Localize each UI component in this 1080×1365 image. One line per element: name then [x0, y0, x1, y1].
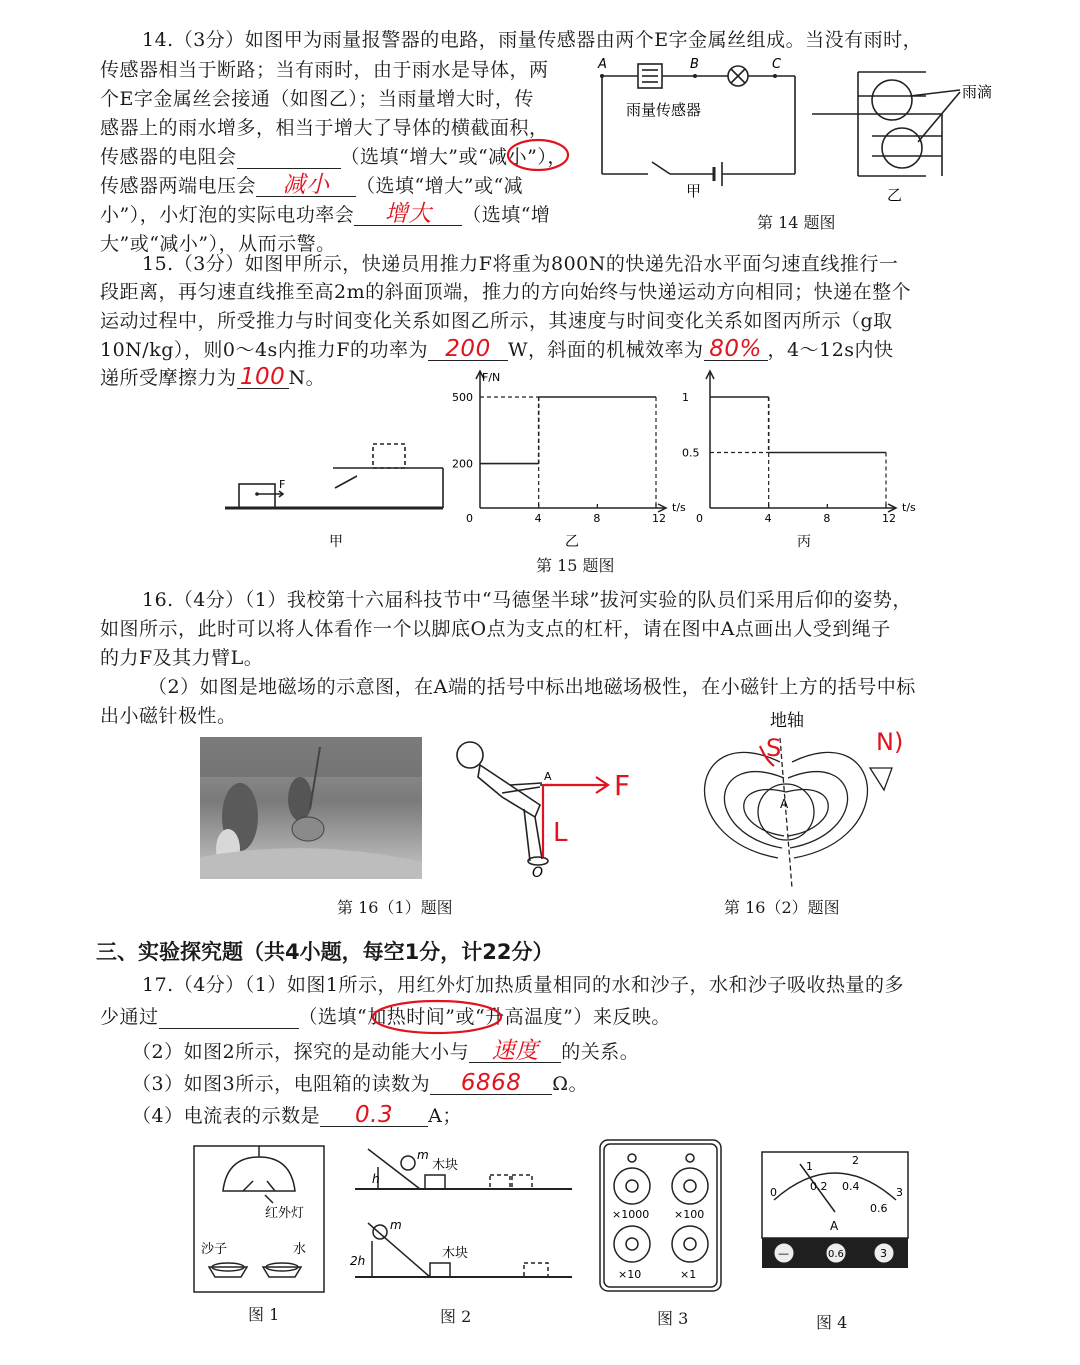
- q16-answer-lever-arm: [543, 785, 552, 857]
- q17-fig2-label: 图 2: [440, 1307, 472, 1326]
- q15-chart-bing: [670, 365, 930, 555]
- q16-label-a-end: A: [780, 797, 789, 811]
- chart-bing-xlabel: t/s: [902, 501, 916, 514]
- q17-figure-4: [760, 1150, 910, 1270]
- chart-yi-ytick-0: 200: [452, 457, 473, 471]
- chart-bing-ytick-1: 1: [682, 391, 689, 404]
- q16-axis-label: 地轴: [770, 711, 804, 731]
- q17-sand-label: 沙子: [201, 1242, 228, 1257]
- q17-answer-circled: “加热时间”: [357, 1006, 456, 1028]
- q17-terminal-3: 3: [880, 1247, 887, 1260]
- q17-answer-resistance: 6868: [430, 1072, 552, 1095]
- q14-line5: 传感器的电阻会 （选填“增大”或“减小”），: [100, 146, 567, 168]
- q17-meter-tick-1: 1: [806, 1160, 813, 1173]
- q16-line3: 的力F及其力臂L。: [100, 647, 264, 669]
- q15-force-label: F: [279, 478, 286, 491]
- chart-yi-xtick-1: 4: [534, 512, 542, 525]
- q16-answer-force-arrow: [545, 777, 608, 793]
- q16-answer-s: S: [766, 734, 782, 762]
- q17-blank1: [159, 1006, 299, 1029]
- q17-meter-sub-06: 0.6: [870, 1202, 888, 1215]
- chart-bing-xtick-0: 0: [696, 512, 703, 525]
- q17-answer-circle: [370, 998, 510, 1036]
- q17-figure-1: [193, 1145, 325, 1295]
- q16-line1: 16.（4分）（1）我校第十六届科技节中“马德堡半球”拔河实验的队员们采用后仰的姿势，: [142, 589, 912, 611]
- q16-line2: 如图所示，此时可以将人体看作一个以脚底O点为支点的杠杆，请在图中A点画出人受到绳子: [100, 618, 891, 640]
- q14-rain-label: 雨滴: [962, 83, 993, 101]
- q14-sensor-label: 雨量传感器: [626, 101, 702, 119]
- q17-lamp-label: 红外灯: [265, 1206, 305, 1221]
- q17-figure-2: [350, 1145, 580, 1290]
- q17-line2: 少通过 （选填“加热时间”或“升高温度”）来反映。: [100, 1006, 671, 1028]
- q14-line6: 传感器两端电压会 减小 （选填“增大”或“减: [100, 172, 524, 198]
- q16-line5: 出小磁针极性。: [100, 705, 237, 727]
- q15-answer-power: 200: [428, 338, 508, 361]
- q17-line1: 17.（4分）（1）如图1所示，用红外灯加热质量相同的水和沙子，水和沙子吸收热量的多: [142, 974, 904, 996]
- chart-bing-ytick-0: 0.5: [682, 446, 700, 460]
- q14-label-c: C: [772, 57, 782, 72]
- q17-dial-x1: ×1: [680, 1268, 697, 1281]
- q14-label-b: B: [690, 57, 699, 72]
- q14-label-yi: 乙: [887, 186, 903, 204]
- q17-meter-sub-02: 0.2: [810, 1180, 828, 1193]
- q17-answer-current: 0.3: [320, 1104, 428, 1127]
- q15-figure-jia: [225, 440, 445, 550]
- chart-bing-xtick-2: 8: [823, 512, 831, 525]
- q14-line2: 传感器相当于断路；当有雨时，由于雨水是导体，两: [100, 59, 549, 81]
- chart-yi-title: 乙: [565, 534, 579, 550]
- q17-fig4-label: 图 4: [816, 1313, 848, 1332]
- q17-answer-speed: 速度: [469, 1040, 561, 1063]
- q14-answer-power: 增大: [354, 203, 462, 226]
- q17-terminal-neg: —: [778, 1247, 789, 1260]
- q17-height-label-2: 2h: [350, 1254, 366, 1268]
- q15-answer-efficiency: 80%: [704, 338, 768, 361]
- q14-sensor-figure: [812, 66, 1022, 206]
- q14-label-jia: 甲: [686, 182, 702, 200]
- section-3-heading: 三、实验探究题（共4小题，每空1分，计22分）: [96, 940, 554, 964]
- q16-answer-n: N): [876, 728, 904, 756]
- q17-mass-label-2: m: [390, 1218, 402, 1232]
- q16-photo: [200, 737, 422, 879]
- q15-chart-yi: [440, 365, 700, 555]
- q14-blank1: [237, 146, 341, 169]
- q16-answer-f: F: [614, 769, 631, 802]
- q17-fig1-label: 图 1: [248, 1305, 280, 1324]
- chart-yi-xtick-0: 0: [466, 512, 473, 525]
- q14-line1: 14.（3分）如图甲为雨量报警器的电路，雨量传感器由两个E字金属丝组成。当没有雨时，: [142, 29, 923, 51]
- q15-answer-friction: 100: [237, 366, 289, 389]
- q17-mass-label-1: m: [417, 1148, 429, 1162]
- q17-terminal-06: 0.6: [828, 1249, 844, 1260]
- chart-bing-xtick-3: 12: [882, 512, 896, 525]
- chart-yi-ylabel: F/N: [482, 371, 501, 384]
- q17-meter-tick-0: 0: [770, 1186, 777, 1199]
- q16-caption-1: 第 16（1）题图: [337, 898, 453, 917]
- q16-label-o: O: [532, 865, 544, 881]
- q17-line4: （3）如图3所示，电阻箱的读数为 6868 Ω。: [132, 1070, 588, 1096]
- q15-label-jia: 甲: [329, 534, 343, 550]
- q17-water-label: 水: [293, 1242, 307, 1257]
- chart-yi-xtick-3: 12: [652, 512, 666, 525]
- q17-dial-x10: ×10: [618, 1268, 642, 1281]
- q17-meter-sub-04: 0.4: [842, 1180, 860, 1193]
- q17-figure-3: [598, 1138, 723, 1293]
- chart-yi-xtick-2: 8: [593, 512, 601, 525]
- q14-circuit-figure: [590, 56, 805, 206]
- q14-answer-circle: [505, 138, 575, 172]
- q17-meter-unit: A: [830, 1219, 839, 1233]
- q15-line2: 段距离，再匀速直线推至高2m的斜面顶端，推力的方向始终与快递运动方向相同；快递在整个: [100, 281, 912, 303]
- q17-dial-x1000: ×1000: [612, 1208, 650, 1221]
- q17-meter-tick-2: 2: [852, 1154, 859, 1167]
- q16-caption-2: 第 16（2）题图: [724, 898, 840, 917]
- q16-answer-l: L: [553, 818, 568, 848]
- q17-line5: （4）电流表的示数是 0.3 A；: [132, 1102, 462, 1128]
- q16-line4: （2）如图是地磁场的示意图，在A端的括号中标出地磁场极性，在小磁针上方的括号中标: [148, 676, 916, 698]
- q16-label-a: A: [544, 770, 552, 783]
- q17-block-label-1: 木块: [432, 1158, 459, 1173]
- q14-label-a: A: [598, 57, 607, 72]
- q17-line3: （2）如图2所示，探究的是动能大小与 速度 的关系。: [132, 1038, 640, 1064]
- chart-yi-ytick-1: 500: [452, 391, 473, 404]
- chart-bing-xtick-1: 4: [764, 512, 772, 525]
- q17-height-label: h: [372, 1172, 380, 1186]
- q17-fig3-label: 图 3: [657, 1309, 689, 1328]
- q17-meter-tick-3: 3: [896, 1186, 903, 1199]
- q17-block-label-2: 木块: [442, 1246, 469, 1261]
- q14-line3: 个E字金属丝会接通（如图乙）；当雨量增大时，传: [100, 88, 534, 110]
- q14-answer-voltage: 减小: [256, 174, 356, 197]
- chart-bing-title: 丙: [797, 534, 811, 550]
- q16-magnet-figure: [670, 708, 920, 898]
- q14-line4: 感器上的雨水增多，相当于增大了导体的横截面积，: [100, 117, 549, 139]
- q15-line3: 运动过程中，所受推力与时间变化关系如图乙所示，其速度与时间变化关系如图丙所示（g取: [100, 310, 893, 332]
- q15-line1: 15.（3分）如图甲所示，快递员用推力F将重为800N的快递先沿水平面匀速直线推行一: [142, 253, 899, 275]
- q16-lever-figure: [440, 735, 650, 885]
- q14-caption: 第 14 题图: [757, 213, 836, 232]
- q14-line7: 小”），小灯泡的实际电功率会 增大 （选填“增: [100, 201, 551, 227]
- q15-caption: 第 15 题图: [536, 556, 615, 575]
- q15-line5: 递所受摩擦力为 100 N。: [100, 364, 326, 390]
- q14-line8: 大”或“减小”），从而示警。: [100, 233, 336, 255]
- chart-yi-xlabel: t/s: [672, 501, 686, 514]
- q17-dial-x100: ×100: [674, 1208, 705, 1221]
- q15-line4: 10N/kg），则0～4s内推力F的功率为 200 W，斜面的机械效率为 80% ，4～12s内快: [100, 336, 894, 362]
